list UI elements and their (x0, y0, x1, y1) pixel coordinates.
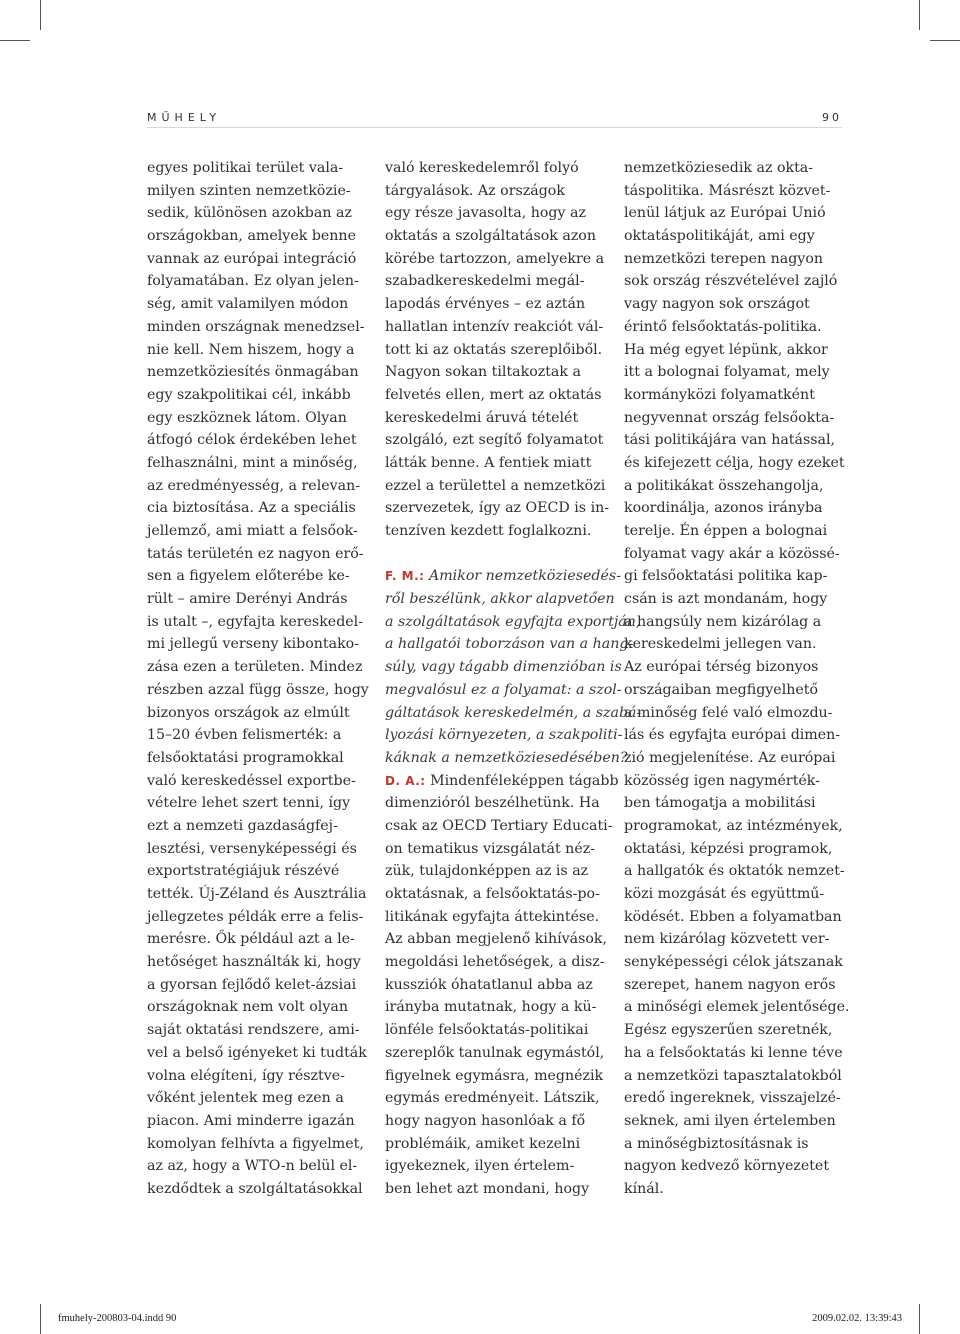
footer-timestamp: 2009.02.02. 13:39:43 (812, 1313, 902, 1324)
text-column-1 (147, 157, 377, 1201)
text-line: senyképességi célok játszanak (624, 954, 843, 971)
text-line: hallatlan intenzív reakciót vál- (385, 318, 604, 335)
text-line: a nemzetközi tapasztalatokból (624, 1067, 842, 1084)
text-line: ezzel a területtel a nemzetközi (385, 477, 606, 494)
text-line: nagyon kedvező környezetet (624, 1158, 830, 1175)
text-line: és kifejezett célja, hogy ezeket (624, 454, 845, 471)
text-line: csán is azt mondanám, hogy (624, 591, 828, 608)
crop-mark (919, 0, 920, 30)
text-line: körébe tartozzon, amelyekre a (385, 250, 605, 267)
text-line: on tematikus vizsgálatát néz- (385, 840, 595, 857)
text-line: kínál. (624, 1180, 664, 1197)
text-line: kereskedelmi áruvá tételét (385, 409, 579, 426)
text-line: egymás eredményeit. Látszik, (385, 1090, 600, 1107)
text-line: felhasználni, mint a minőség, (147, 454, 358, 471)
text-line: megvalósul ez a folyamat: a szol- (385, 681, 622, 698)
text-line: vannak az európai integráció (147, 250, 357, 267)
text-line: súly, vagy tágabb dimenzióban is (385, 659, 622, 676)
text-line: saját oktatási rendszere, ami- (147, 1022, 360, 1039)
text-line: figyelnek egymásra, megnézik (385, 1067, 604, 1084)
section-title: MŰHELY (147, 111, 222, 124)
text-line: zió megjelenítése. Az európai (624, 749, 836, 766)
text-line: kereskedelmi jellegen van. (624, 636, 817, 653)
text-line: bizonyos országok az elmúlt (147, 704, 350, 721)
text-line: hogy nagyon hasonlóak a fő (385, 1112, 586, 1129)
text-line: Az abban megjelenő kihívások, (385, 931, 608, 948)
crop-mark (40, 1304, 41, 1334)
text-line: Az európai térség bizonyos (624, 659, 819, 676)
text-line: országokban, amelyek benne (147, 228, 356, 245)
text-line: szereplők tanulnak egymástól, (385, 1044, 605, 1061)
text-line: a hangsúly nem kizárólag a (624, 613, 822, 630)
text-line: merésre. Ők például azt a le- (147, 931, 355, 948)
text-line: táspolitika. Másrészt közvet- (624, 182, 831, 199)
text-line: koordinálja, azonos irányba (624, 500, 823, 517)
text-line: folyamatában. Ez olyan jelen- (147, 273, 359, 290)
text-line: problémáik, amiket kezelni (385, 1135, 581, 1152)
text-line: szolgáló, ezt segítő folyamatot (385, 432, 604, 449)
text-line: ben lehet azt mondani, hogy (385, 1180, 590, 1197)
text-line: részben azzal függ össze, hogy (147, 681, 369, 698)
column-2-intro (385, 157, 615, 543)
text-line: ha a felsőoktatás ki lenne téve (624, 1044, 843, 1061)
text-line: nem kizárólag közvetett ver- (624, 931, 830, 948)
text-line: a politikákat összehangolja, (624, 477, 824, 494)
text-line: tott ki az oktatás szereplőiből. (385, 341, 603, 358)
text-column-3 (624, 157, 854, 1201)
crop-mark (919, 1304, 920, 1334)
text-line: oktatáspolitikáját, ami egy (624, 228, 815, 245)
text-line: felsőoktatási programokkal (147, 749, 344, 766)
text-line: ben támogatja a mobilitási (624, 795, 816, 812)
text-line: litikának egyfajta áttekintése. (385, 908, 600, 925)
text-line: a szolgáltatások egyfajta exportján, (385, 613, 641, 630)
text-line: zása ezen a területen. Mindez (147, 659, 363, 676)
text-line: minden országnak menedzsel- (147, 318, 365, 335)
text-line: oktatási, képzési programok, (624, 840, 833, 857)
text-line: közi mozgását és együttmű- (624, 886, 825, 902)
text-line: lesztési, versenyképességi és (147, 840, 357, 857)
question-first-line (385, 565, 621, 588)
text-line: sok ország részvételével zajló (624, 273, 838, 290)
footer-file-name: fmuhely-200803-04.indd 90 (58, 1313, 177, 1324)
text-line: dimenzióról beszélhetünk. Ha (385, 795, 600, 812)
text-line: nemzetközi terepen nagyon (624, 250, 823, 267)
text-line: mi jellegű verseny kibontako- (147, 636, 360, 653)
text-line: szervezetek, így az OECD is in- (385, 500, 610, 517)
text-line: exportstratégiájuk részévé (147, 863, 340, 880)
text-line: az eredményesség, a relevan- (147, 477, 361, 494)
text-line: tatás területén ez nagyon erő- (147, 545, 364, 562)
text-line: nie kell. Nem hiszem, hogy a (147, 341, 355, 358)
text-line: átfogó célok érdekében lehet (147, 432, 357, 449)
text-line: programokat, az intézmények, (624, 817, 843, 834)
answer-first-line (385, 770, 619, 793)
text-line: káknak a nemzetköziesedésében? (385, 749, 628, 766)
text-line: a minőségbiztosításnak is (624, 1135, 809, 1152)
text-line: oktatás a szolgáltatások azon (385, 228, 596, 245)
text-line: a gyorsan fejlődő kelet-ázsiai (147, 976, 357, 993)
text-line: oktatásnak, a felsőoktatás-po- (385, 886, 600, 902)
text-line: az az, hogy a WTO-n belül el- (147, 1158, 358, 1175)
text-line: ezt a nemzeti gazdaságfej- (147, 817, 338, 834)
text-line: sedik, különösen azokban az (147, 205, 352, 222)
text-line: terelje. Én éppen a bolognai (624, 523, 828, 539)
question-line: Amikor nemzetköziesedés- (428, 568, 621, 585)
text-line: kezdődtek a szolgáltatásokkal (147, 1180, 363, 1197)
answer-speaker: D. A.: (385, 773, 426, 788)
text-line: milyen szinten nemzetközie- (147, 182, 351, 199)
text-line: látták benne. A fentiek miatt (385, 454, 592, 471)
text-line: Nagyon sokan tiltakoztak a (385, 364, 581, 381)
text-line: ről beszélünk, akkor alapvetően (385, 591, 615, 608)
text-line: országaiban megfigyelhető (624, 681, 819, 698)
text-line: eredő ingereknek, visszajelzé- (624, 1090, 841, 1107)
crop-mark (40, 0, 41, 30)
text-line: tási politikájára van hatással, (624, 432, 836, 449)
text-line: nemzetköziesítés önmagában (147, 364, 359, 381)
text-line: lás és egyfajta európai dimen- (624, 727, 841, 744)
text-line: sen a figyelem előterébe ke- (147, 568, 350, 585)
text-line: országoknak nem volt olyan (147, 999, 348, 1016)
answer-line: Mindenféleképpen tágabb (430, 772, 619, 789)
running-header (147, 111, 842, 128)
text-line: hetőséget használták ki, hogy (147, 954, 361, 971)
text-line: lönféle felsőoktatás-politikai (385, 1022, 589, 1039)
text-line: lenül látjuk az Európai Unió (624, 205, 826, 222)
text-line: seknek, ami ilyen értelemben (624, 1112, 836, 1129)
text-line: a minőség felé való elmozdu- (624, 704, 833, 721)
text-line: lapodás érvényes – ez aztán (385, 296, 586, 313)
text-column-2 (385, 157, 642, 1201)
text-line: jellemző, ami miatt a felsőok- (147, 523, 358, 539)
interview-question (385, 565, 642, 769)
question-speaker: F. M.: (385, 569, 425, 584)
text-line: volna elégíteni, így résztve- (147, 1067, 345, 1084)
text-line: Egész egyszerűen szeretnék, (624, 1022, 833, 1039)
text-line: tették. Új-Zéland és Ausztrália (147, 886, 367, 902)
text-line: gáltatások kereskedelmén, a szabá- (385, 704, 642, 721)
crop-mark (0, 40, 30, 41)
text-line: igyekeznek, ilyen értelem- (385, 1158, 575, 1175)
text-line: közösség igen nagymérték- (624, 772, 820, 789)
text-line: felvetés ellen, mert az oktatás (385, 386, 602, 403)
text-line: ség, amit valamilyen módon (147, 296, 349, 313)
interview-answer (385, 770, 619, 1201)
text-line: vőként jelentek meg ezen a (147, 1090, 344, 1107)
text-line: való kereskedelemről folyó (385, 160, 579, 176)
text-line: irányba mutatnak, hogy a kü- (385, 999, 597, 1016)
text-line: jellegzetes példák erre a felis- (147, 908, 364, 925)
text-line: komolyan felhívta a figyelmet, (147, 1135, 364, 1152)
text-line: a hallgatói toborzáson van a hang- (385, 636, 634, 653)
text-line: gi felsőoktatási politika kap- (624, 568, 828, 585)
text-line: a hallgatók és oktatók nemzet- (624, 863, 845, 880)
text-line: nemzetköziesedik az okta- (624, 160, 814, 176)
text-line: itt a bolognai folyamat, mely (624, 364, 830, 381)
text-line: tenzíven kezdett foglalkozni. (385, 523, 592, 539)
text-line: vételre lehet szert tenni, így (147, 795, 351, 812)
text-line: is utalt –, egyfajta kereskedel- (147, 613, 364, 630)
crop-mark (930, 40, 960, 41)
text-line: Ha még egyet lépünk, akkor (624, 341, 828, 358)
text-line: egyes politikai terület vala- (147, 160, 344, 176)
text-line: tárgyalások. Az országok (385, 182, 565, 199)
text-line: a minőségi elemek jelentősége. (624, 999, 850, 1016)
paragraph-gap (385, 543, 615, 566)
text-line: egy szakpolitikai cél, inkább (147, 386, 351, 403)
text-line: egy része javasolta, hogy az (385, 205, 586, 222)
page-number: 90 (822, 111, 842, 124)
text-line: ködését. Ebben a folyamatban (624, 908, 842, 925)
text-line: szabadkereskedelmi megál- (385, 273, 585, 290)
text-line: csak az OECD Tertiary Educati- (385, 817, 613, 834)
text-line: szerepet, hanem nagyon erős (624, 976, 836, 993)
text-line: 15–20 évben felismerték: a (147, 727, 342, 744)
text-line: kormányközi folyamatként (624, 386, 815, 403)
text-line: vel a belső igényeket ki tudták (147, 1044, 367, 1061)
text-line: folyamat vagy akár a közössé- (624, 545, 840, 562)
text-line: megoldási lehetőségek, a disz- (385, 954, 605, 971)
text-line: rült – amire Derényi András (147, 591, 348, 608)
text-line: cia biztosítása. Az a speciális (147, 500, 356, 517)
text-line: piacon. Ami minderre igazán (147, 1112, 355, 1129)
text-line: egy eszköznek látom. Olyan (147, 409, 347, 426)
text-line: való kereskedéssel exportbe- (147, 772, 356, 789)
text-line: negyvennat ország felsőokta- (624, 409, 835, 426)
text-line: érintő felsőoktatás-politika. (624, 318, 822, 335)
text-line: vagy nagyon sok országot (624, 296, 810, 313)
text-line: lyozási környezeten, a szakpoliti- (385, 727, 623, 744)
text-line: kussziók óhatatlanul abba az (385, 976, 593, 993)
text-line: zük, tulajdonképpen az is az (385, 863, 589, 880)
